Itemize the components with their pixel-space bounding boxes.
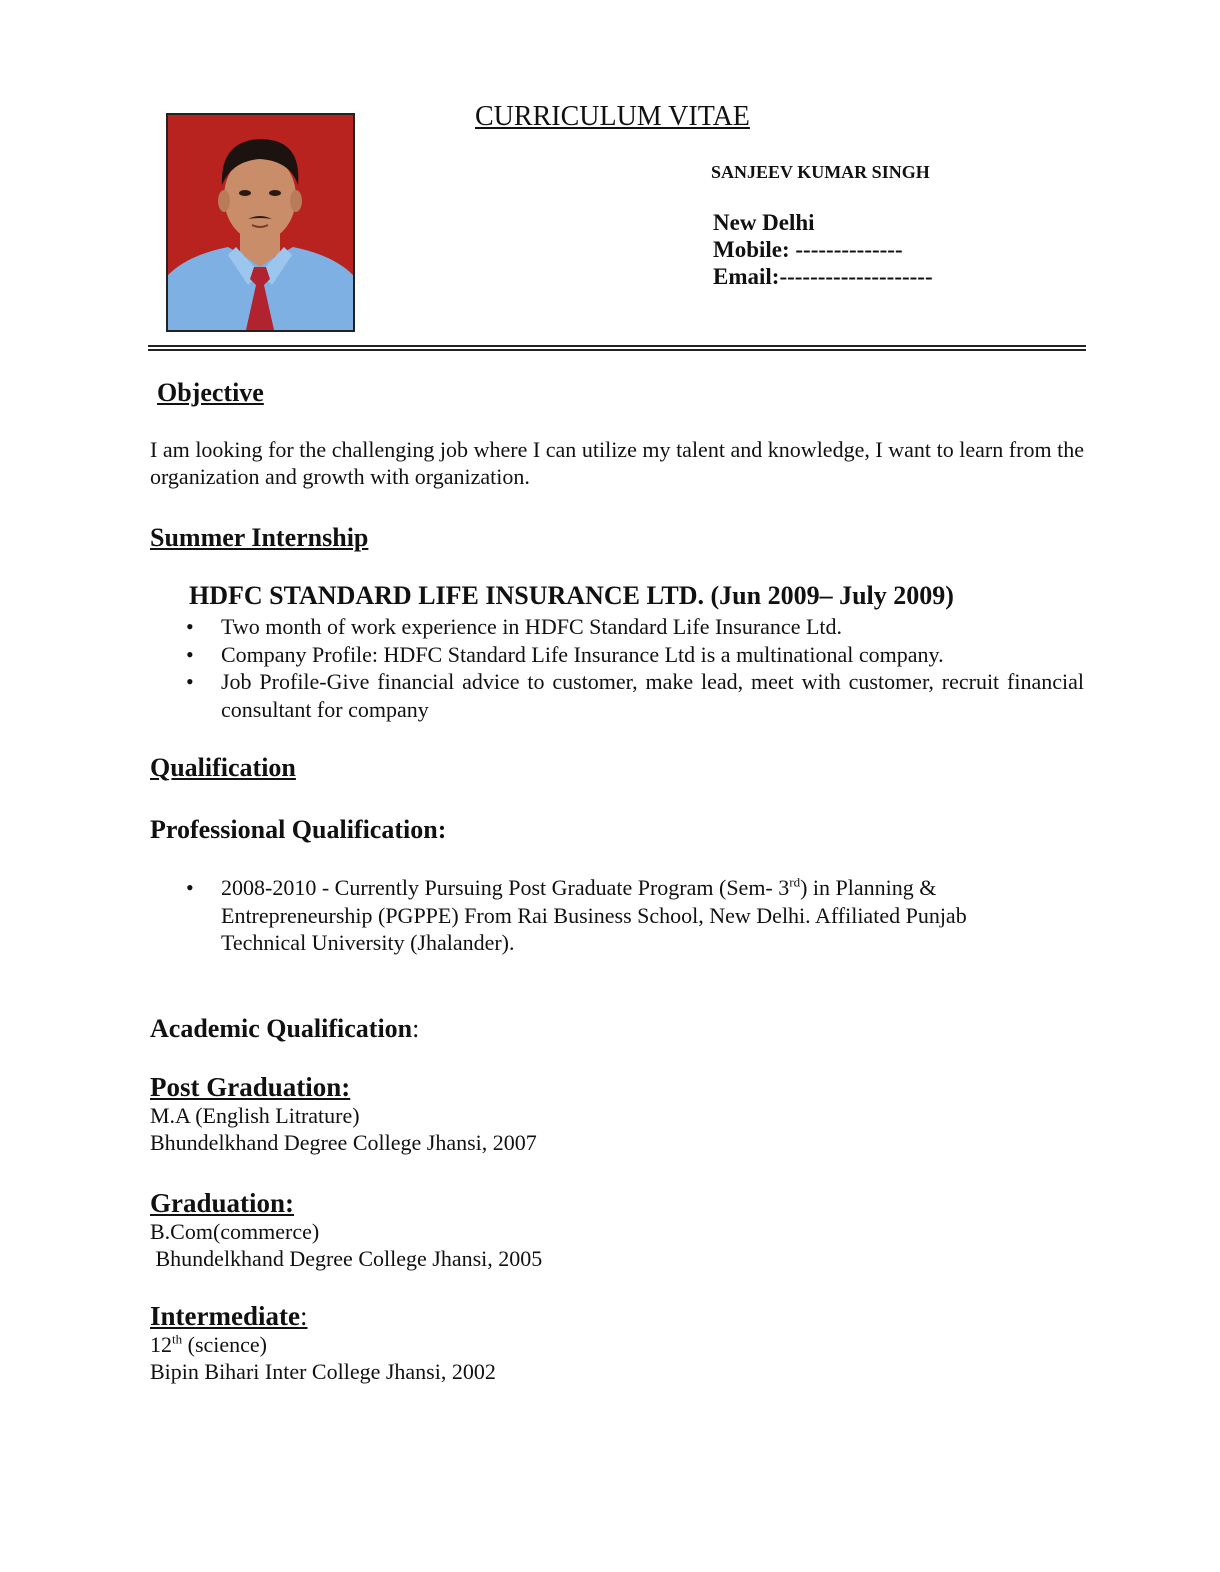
bullet-text: Job Profile-Give financial advice to customer, make lead, meet with customer, recruit financial consultant for company: [221, 669, 1084, 722]
internship-heading: Summer Internship: [150, 523, 369, 552]
bullet-icon: •: [186, 669, 194, 694]
academic-heading-colon: :: [412, 1014, 420, 1043]
internship-bullet-list: [150, 613, 1084, 723]
profile-photo: [166, 113, 355, 332]
semester-ordinal: rd: [789, 874, 801, 890]
bullet-icon: •: [186, 614, 194, 639]
candidate-name: SANJEEV KUMAR SINGH: [711, 162, 930, 182]
mobile-text: Mobile: --------------: [713, 237, 903, 262]
academic-qualification-heading: [150, 1014, 419, 1044]
grade-number: 12: [150, 1332, 172, 1357]
program-text-start: 2008-2010 - Currently Pursuing Post Graduate Program (Sem- 3: [221, 875, 790, 900]
intermediate-heading: [150, 1301, 307, 1332]
list-item: [150, 641, 1084, 669]
qualification-heading: Qualification: [150, 753, 296, 782]
bullet-text: Company Profile: HDFC Standard Life Insurance Ltd is a multinational company.: [221, 641, 944, 667]
objective-heading: Objective: [157, 378, 264, 407]
header-divider-top: [148, 345, 1086, 347]
city-text: New Delhi: [713, 210, 815, 235]
graduation-heading: Graduation:: [150, 1188, 295, 1218]
intermediate-heading-text: Intermediate: [150, 1301, 300, 1331]
grade-ordinal: th: [172, 1331, 183, 1347]
bullet-text: Two month of work experience in HDFC Standard Life Insurance Ltd.: [221, 614, 843, 639]
academic-heading-text: Academic Qualification: [150, 1014, 413, 1043]
email-text: Email:--------------------: [713, 264, 933, 289]
header-divider-bottom: [148, 349, 1086, 351]
program-text-end: ) in Planning & Entrepreneurship (PGPPE) From Rai Business School, New Delhi. Affiliated Punjab Technical University (Jhalander).: [221, 875, 967, 955]
objective-text: I am looking for the challenging job where I can utilize my talent and knowledge, I want to learn from the organization and growth with organization.: [150, 437, 1084, 489]
list-item: [150, 613, 1084, 641]
bullet-icon: •: [186, 875, 194, 900]
graduation-degree: B.Com(commerce): [150, 1219, 320, 1244]
post-graduation-college: Bhundelkhand Degree College Jhansi, 2007: [150, 1130, 537, 1155]
post-graduation-degree: M.A (English Litrature): [150, 1103, 360, 1128]
intermediate-heading-colon: :: [299, 1301, 308, 1331]
intermediate-grade: [150, 1332, 267, 1358]
list-item: [150, 668, 1084, 723]
professional-qualification-heading: Professional Qualification:: [150, 815, 447, 844]
internship-company: HDFC STANDARD LIFE INSURANCE LTD. (Jun 2009– July 2009): [189, 581, 954, 610]
document-title: CURRICULUM VITAE: [475, 101, 750, 132]
intermediate-college: Bipin Bihari Inter College Jhansi, 2002: [150, 1359, 496, 1384]
portrait-illustration: [168, 115, 353, 330]
bullet-icon: •: [186, 641, 194, 667]
list-item: [150, 874, 1030, 957]
grade-stream: (science): [182, 1332, 268, 1357]
professional-qualification-list: [150, 874, 1030, 957]
post-graduation-heading: Post Graduation:: [150, 1072, 351, 1102]
graduation-college: Bhundelkhand Degree College Jhansi, 2005: [150, 1246, 543, 1271]
